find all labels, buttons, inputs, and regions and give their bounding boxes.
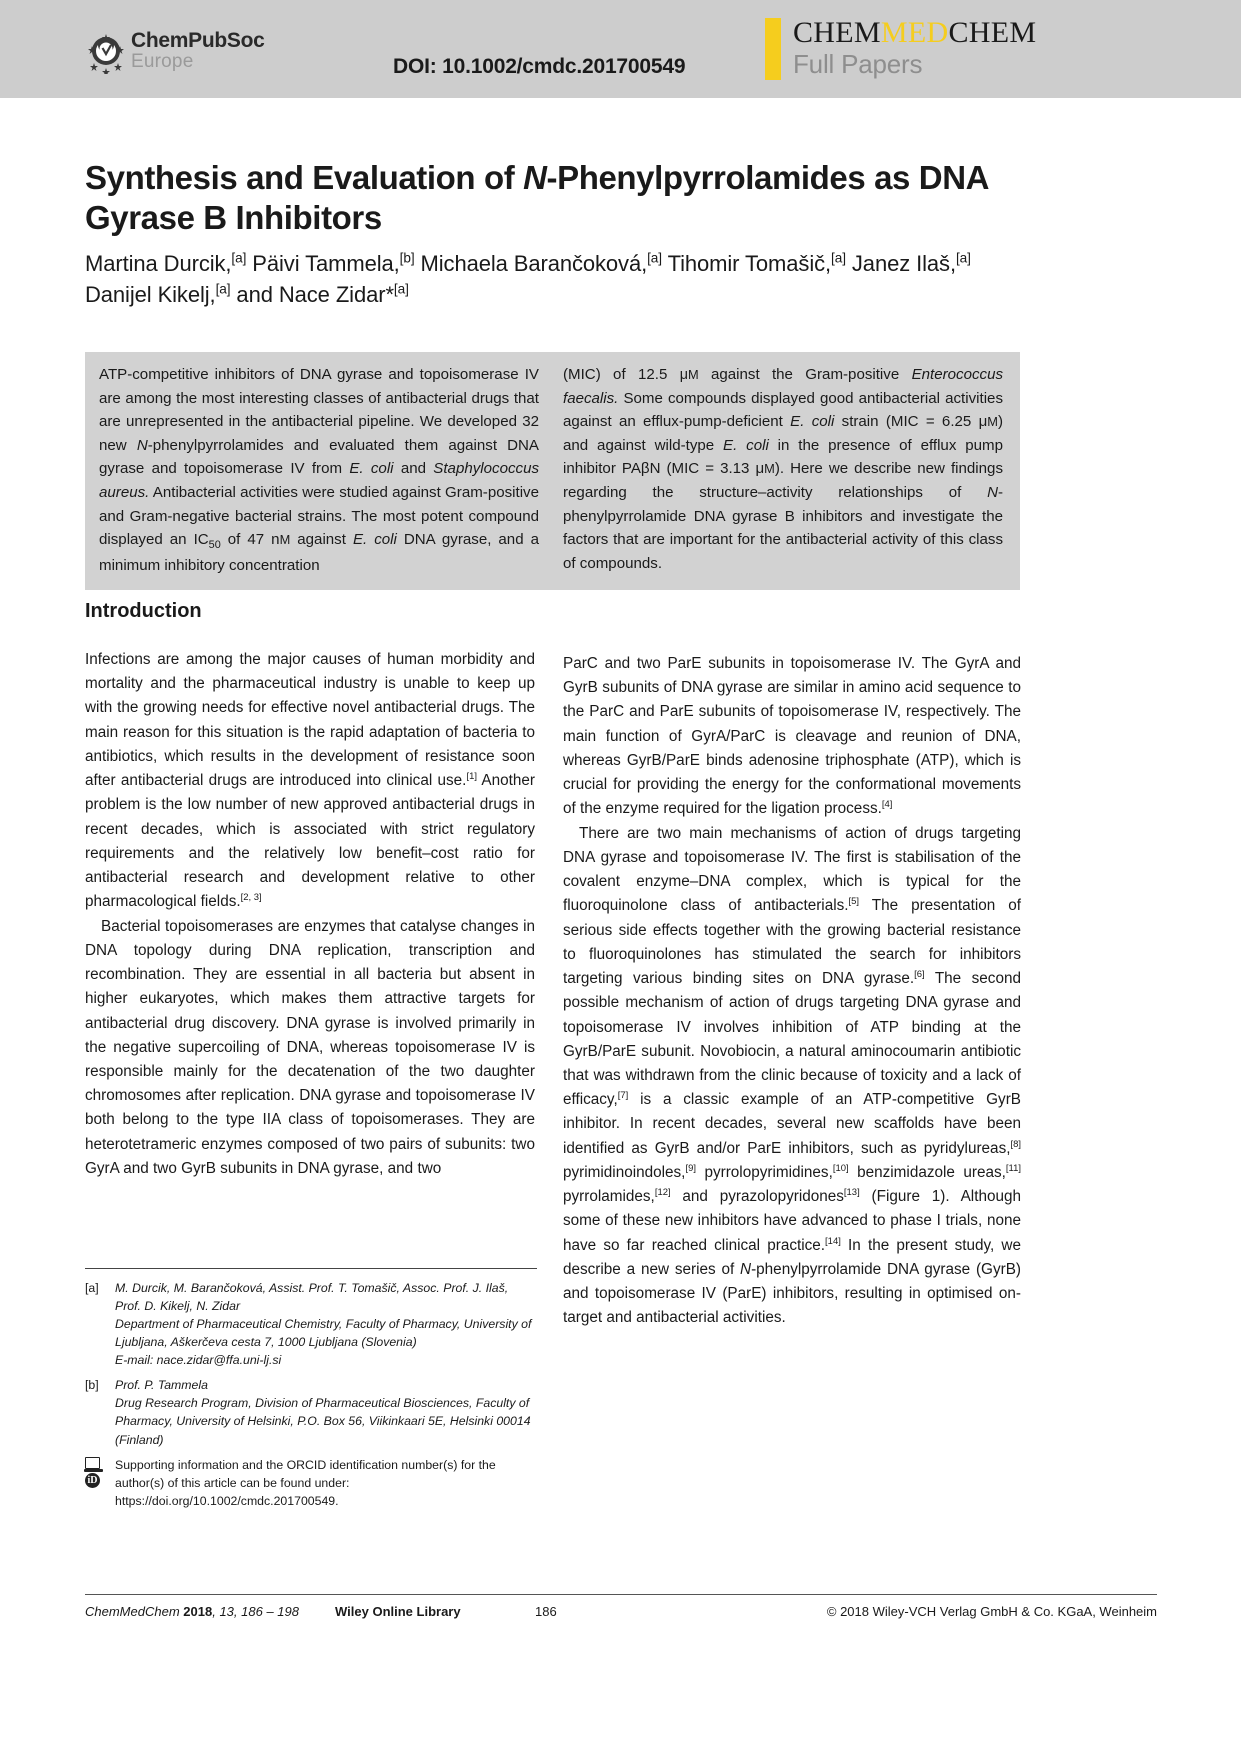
footnote-a-body [115,1279,537,1369]
body-column-right [563,652,1021,1331]
intro-paragraph-3: ParC and two ParE subunits in topoisomerase IV. The GyrA and GyrB subunits of DNA gyrase are similar in amino acid sequence to the ParC and ParE subunits of topoisomerase IV, respectively. The main function of GyrA/ParC is cleavage and reunion of DNA, whereas GyrB/ParE binds adenosine triphosphate (ATP), which is crucial for providing the energy for the conformational movements of the enzyme required for the ligation process.[4] [563,655,1021,818]
footer-volume: 13 [219,1604,234,1619]
article-title: Synthesis and Evaluation of N-Phenylpyrrolamides as DNA Gyrase B Inhibitors [85,159,988,237]
supporting-text [115,1456,537,1510]
footnote-b-body [115,1376,537,1448]
footer-page-number: 186 [535,1604,557,1619]
footnote-a-email[interactable]: E-mail: nace.zidar@ffa.uni-lj.si [115,1353,282,1368]
footnote-a-names: M. Durcik, M. Barančoková, Assist. Prof. T. Tomašič, Assoc. Prof. J. Ilaš, Prof. D. Kikelj, N. Zidar [115,1281,509,1314]
footnote-a-mark: [a] [85,1281,99,1295]
intro-paragraph-1: Infections are among the major causes of human morbidity and mortality and the pharmaceutical industry is unable to keep up with the growing needs for effective novel antibacterial drugs. The main reason for this situation is the rapid adaptation of bacteria to antibiotics, which results in the development of resistance soon after antibacterial drugs are introduced into clinical use.[1] Another problem is the low number of new approved antibacterial drugs in recent decades, which is associated with strict regulatory requirements and the relatively low benefit–cost ratio for antibacterial research and development relative to other pharmacological fields.[2, 3] [85,651,535,911]
affiliation-footnotes [85,1268,537,1517]
brand-med: MED [880,16,949,49]
supporting-line-2: author(s) of this article can be found under: [115,1475,350,1490]
abstract-column-right: (MIC) of 12.5 μM against the Gram-positive Enterococcus faecalis. Some compounds displayed good antibacterial activities against an efflux-pump-deficient E. coli strain (MIC = 6.25 μM) and against wild-type E. coli in the presence of efflux pump inhibitor PAβN (MIC = 3.13 μM). Here we describe new findings regarding the structure–activity relationships of N-phenylpyrrolamide DNA gyrase B inhibitors and investigate the factors that are important for the antibacterial activity of this class of compounds. [563,366,1004,572]
brand-chem1: CHEM [793,16,881,49]
page-footer [85,1594,1157,1619]
orcid-icon[interactable]: iD [85,1473,100,1488]
chempubsoc-name: ChemPubSoc [131,29,265,52]
footnote-b-address: Drug Research Program, Division of Pharmaceutical Biosciences, Faculty of Pharmacy, University of Helsinki, P.O. Box 56, Viikinkaari 5E, Helsinki 00014 (Finland) [115,1396,531,1447]
journal-title [793,18,1036,48]
footer-year: 2018 [183,1604,213,1619]
chempubsoc-logo-block [85,30,265,74]
intro-paragraph-2: Bacterial topoisomerases are enzymes that catalyse changes in DNA topology during DNA replication, transcription and recombination. They are essential in all bacteria but absent in higher eukaryotes, which makes them attractive targets for antibacterial drug discovery. DNA gyrase is involved primarily in the negative supercoiling of DNA, whereas topoisomerase IV is responsible mainly for the decatenation of the two daughter chromosomes after replication. DNA gyrase and topoisomerase IV both belong to the type IIA class of topoisomerases. They are heterotetrameric enzymes composed of two pairs of subunits: two GyrA and two GyrB subunits in DNA gyrase, and two [85,917,535,1177]
brand-accent-bar [765,18,781,80]
supporting-icons [85,1456,115,1510]
brand-chem2: CHEM [948,16,1037,49]
abstract-column-left: ATP-competitive inhibitors of DNA gyrase and topoisomerase IV are among the most interesting classes of antibacterial drugs that are unrepresented in the antibacterial pipeline. We developed 32 new N-phenylpyrrolamides and evaluated them against DNA gyrase and topoisomerase IV from E. coli and Staphylococcus aureus. Antibacterial activities were studied against Gram-positive and Gram-negative bacterial strains. The most potent compound displayed an $IC_{50}$ of 47 nM against E. coli DNA gyrase, and a minimum inhibitory concentration [99,366,540,575]
footnote-b-names: Prof. P. Tammela [115,1378,208,1393]
footer-citation: ChemMedChem 2018, 13, 186 – 198 [85,1604,299,1619]
footnote-a [85,1279,537,1369]
footnote-a-address: Department of Pharmaceutical Chemistry, Faculty of Pharmacy, University of Ljubljana, Aškerčeva cesta 7, 1000 Ljubljana (Slovenia) [115,1317,532,1350]
supporting-doi-link[interactable]: https://doi.org/10.1002/cmdc.201700549. [115,1493,339,1508]
supporting-line-1: Supporting information and the ORCID identification number(s) for the [115,1457,496,1472]
journal-section-label: Full Papers [793,49,923,79]
section-heading-introduction: Introduction [85,600,202,622]
supporting-information-note [85,1456,537,1510]
page-header-band [0,0,1241,98]
journal-brand-block [765,18,1036,80]
body-column-left [85,600,535,1181]
chempubsoc-emblem-icon [85,32,127,74]
screen-icon [85,1457,100,1469]
footer-library[interactable]: Wiley Online Library [335,1604,461,1619]
footnote-b [85,1376,537,1448]
chempubsoc-region: Europe [131,51,194,72]
intro-paragraph-4: There are two main mechanisms of action of drugs targeting DNA gyrase and topoisomerase IV. The first is stabilisation of the covalent enzyme–DNA complex, which is typical for the fluoroquinolone class of antibacterials.[5] The presentation of serious side effects together with the growing bacterial resistance to fluoroquinolones has stimulated the search for inhibitors targeting various binding sites on DNA gyrase.[6] The second possible mechanism of action of drugs targeting DNA gyrase and topoisomerase IV involves inhibition of ATP binding at the GyrB/ParE subunit. Novobiocin, a natural aminocoumarin antibiotic that was withdrawn from the clinic because of toxicity and a lack of efficacy,[7] is a classic example of an ATP-competitive GyrB inhibitor. In recent decades, several new scaffolds have been identified as GyrB and/or ParE inhibitors, such as pyridylureas,[8] pyrimidinoindoles,[9] pyrrolopyrimidines,[10] benzimidazole ureas,[11] pyrrolamides,[12] and pyrazolopyridones[13] (Figure 1). Although some of these new inhibitors have advanced to phase I trials, none have so far reached clinical practice.[14] In the present study, we describe a new series of N-phenylpyrrolamide DNA gyrase (GyrB) and topoisomerase IV (ParE) inhibitors, resulting in optimised on-target and antibacterial activities. [563,824,1021,1327]
author-list: Martina Durcik,[a] Päivi Tammela,[b] Michaela Barančoková,[a] Tihomir Tomašič,[a] Janez Ilaš,[a] Danijel Kikelj,[a] and Nace Zidar*[a] [85,250,971,308]
footer-pages: 186 – 198 [241,1604,299,1619]
doi-text: DOI: 10.1002/cmdc.201700549 [393,55,686,78]
footer-journal: ChemMedChem [85,1604,180,1619]
abstract-box [85,352,1020,590]
footer-copyright: © 2018 Wiley-VCH Verlag GmbH & Co. KGaA, Weinheim [826,1604,1157,1619]
footnote-b-mark: [b] [85,1378,99,1393]
